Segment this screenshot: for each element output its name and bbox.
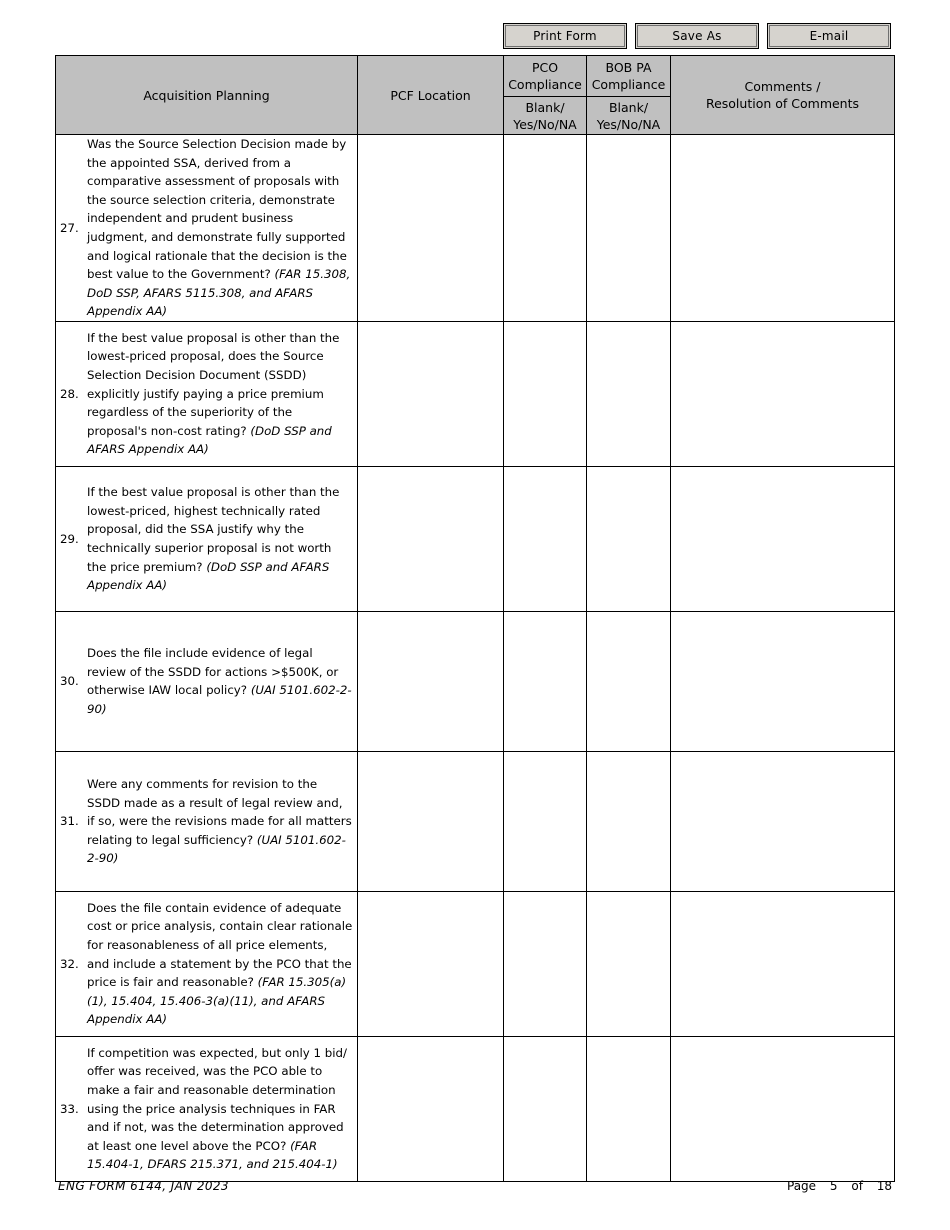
question-cell xyxy=(56,1036,358,1181)
question-body: If the best value proposal is other than the lowest-priced, highest technically rated proposal, did the SSA justify why the technically superior proposal is not worth the price premium? xyxy=(87,485,340,574)
bob-pa-compliance-field[interactable] xyxy=(587,135,671,322)
question-body: Were any comments for revision to the SSDD made as a result of legal review and, if so, were the revisions made for all matters relating to legal sufficiency? xyxy=(87,776,352,847)
question-number: 33. xyxy=(60,1101,79,1116)
bob-pa-compliance-field[interactable] xyxy=(587,466,671,611)
question-cell xyxy=(56,611,358,751)
question-text xyxy=(87,1044,357,1174)
pco-compliance-field[interactable] xyxy=(504,1036,587,1181)
question-number: 31. xyxy=(60,814,79,829)
table-row xyxy=(56,321,895,466)
bob-pa-compliance-field[interactable] xyxy=(587,611,671,751)
header-bob-blank-line1: Blank/ xyxy=(608,99,649,115)
question-cell xyxy=(56,135,358,322)
question-body: Was the Source Selection Decision made by the appointed SSA, derived from a comparative assessment of proposals with the source selection criteria, demonstrate independent and prudent business judgment, and demonstrate fully supported and logical rationale that the decision is the best value to the Government? xyxy=(87,137,347,282)
pcf-location-field[interactable] xyxy=(358,751,504,891)
page-indicator xyxy=(787,1179,900,1193)
page-of-label: of xyxy=(851,1179,863,1193)
question-body: Does the file contain evidence of adequate cost or price analysis, contain clear rationale for reasonableness of all price elements, and include a statement by the PCO that the price is fair and reasonable? xyxy=(87,900,353,990)
pcf-location-field[interactable] xyxy=(358,135,504,322)
header-pco-blank xyxy=(504,97,587,135)
bob-pa-compliance-field[interactable] xyxy=(587,321,671,466)
question-cell xyxy=(56,321,358,466)
comments-field[interactable] xyxy=(671,611,895,751)
table-row xyxy=(56,891,895,1036)
question-reference: (FAR 15.404-1, DFARS 215.371, and 215.404-1) xyxy=(87,1138,338,1172)
header-pco-blank-line1: Blank/ xyxy=(525,99,565,115)
question-cell xyxy=(56,891,358,1036)
comments-field[interactable] xyxy=(671,751,895,891)
table-row xyxy=(56,1036,895,1181)
form-toolbar xyxy=(503,23,891,49)
pco-compliance-field[interactable] xyxy=(504,891,587,1036)
question-reference: (DoD SSP and AFARS Appendix AA) xyxy=(87,423,332,457)
comments-field[interactable] xyxy=(671,466,895,611)
header-bob-blank-line2: Yes/No/NA xyxy=(596,116,661,132)
question-cell xyxy=(56,466,358,611)
question-reference: (FAR 15.308, DoD SSP, AFARS 5115.308, and AFARS Appendix AA) xyxy=(87,267,351,319)
page-label: Page xyxy=(787,1179,817,1193)
bob-pa-compliance-field[interactable] xyxy=(587,751,671,891)
pcf-location-field[interactable] xyxy=(358,891,504,1036)
header-pcf-location: PCF Location xyxy=(358,56,504,135)
pco-compliance-field[interactable] xyxy=(504,611,587,751)
question-number: 30. xyxy=(60,674,79,689)
header-bob-line1: BOB PA xyxy=(605,60,652,75)
question-reference: (FAR 15.305(a)(1), 15.404, 15.406-3(a)(11), and AFARS Appendix AA) xyxy=(87,975,347,1027)
header-bob-line2: Compliance xyxy=(591,77,666,92)
question-text xyxy=(87,644,357,718)
question-reference: (UAI 5101.602-2-90) xyxy=(87,683,352,717)
form-identifier: ENG FORM 6144, JAN 2023 xyxy=(58,1179,229,1193)
page-number: 5 xyxy=(829,1179,838,1193)
comments-field[interactable] xyxy=(671,1036,895,1181)
header-comments-line1: Comments / xyxy=(744,79,821,94)
table-row xyxy=(56,466,895,611)
print-form-button[interactable]: Print Form xyxy=(503,23,627,49)
question-body: Does the file include evidence of legal review of the SSDD for actions >$500K, or otherwise IAW local policy? xyxy=(87,646,339,698)
question-text xyxy=(87,329,357,459)
question-body: If the best value proposal is other than the lowest-priced proposal, does the Source Selection Decision Document (SSDD) explicitly justify paying a price premium regardless of the superiority of the proposal's non-cost rating? xyxy=(87,330,340,438)
header-pco-line1: PCO xyxy=(531,60,559,75)
question-text xyxy=(87,483,357,595)
header-comments xyxy=(671,56,895,135)
header-bob-compliance xyxy=(587,56,671,97)
bob-pa-compliance-field[interactable] xyxy=(587,1036,671,1181)
pco-compliance-field[interactable] xyxy=(504,135,587,322)
question-reference: (UAI 5101.602-2-90) xyxy=(87,832,346,866)
header-acquisition-planning: Acquisition Planning xyxy=(56,56,358,135)
header-bob-blank xyxy=(587,97,671,135)
pcf-location-field[interactable] xyxy=(358,1036,504,1181)
question-number: 27. xyxy=(60,220,79,235)
question-text xyxy=(87,899,357,1029)
checklist-table xyxy=(55,55,895,1182)
pcf-location-field[interactable] xyxy=(358,321,504,466)
table-row xyxy=(56,135,895,322)
bob-pa-compliance-field[interactable] xyxy=(587,891,671,1036)
comments-field[interactable] xyxy=(671,891,895,1036)
page-total: 18 xyxy=(876,1179,893,1193)
save-as-button[interactable]: Save As xyxy=(635,23,759,49)
comments-field[interactable] xyxy=(671,135,895,322)
question-text xyxy=(87,775,357,868)
pcf-location-field[interactable] xyxy=(358,611,504,751)
header-pco-blank-line2: Yes/No/NA xyxy=(513,116,577,132)
question-number: 29. xyxy=(60,531,79,546)
email-button[interactable]: E-mail xyxy=(767,23,891,49)
question-number: 32. xyxy=(60,956,79,971)
question-body: If competition was expected, but only 1 bid/ offer was received, was the PCO able to make a fair and reasonable determination using the price analysis techniques in FAR and if not, was the determination approved at least one level above the PCO? xyxy=(87,1045,348,1153)
question-number: 28. xyxy=(60,386,79,401)
pcf-location-field[interactable] xyxy=(358,466,504,611)
question-text xyxy=(87,135,357,321)
pco-compliance-field[interactable] xyxy=(504,321,587,466)
table-row xyxy=(56,611,895,751)
question-cell xyxy=(56,751,358,891)
header-comments-line2: Resolution of Comments xyxy=(705,96,860,111)
comments-field[interactable] xyxy=(671,321,895,466)
header-pco-line2: Compliance xyxy=(508,77,582,92)
table-row xyxy=(56,751,895,891)
pco-compliance-field[interactable] xyxy=(504,751,587,891)
pco-compliance-field[interactable] xyxy=(504,466,587,611)
question-reference: (DoD SSP and AFARS Appendix AA) xyxy=(87,559,330,593)
header-pco-compliance xyxy=(504,56,587,97)
